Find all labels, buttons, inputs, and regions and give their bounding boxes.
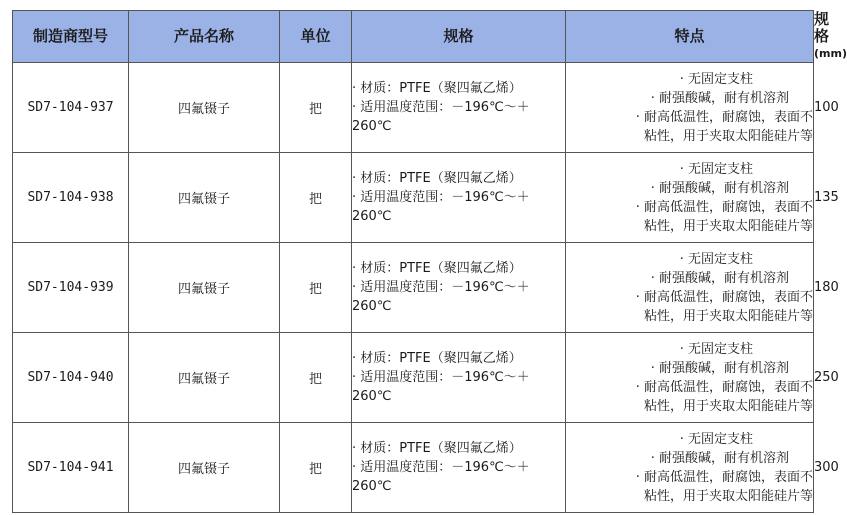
spec-line-temperature: · 适用温度范围：－196℃～＋ [352,370,530,385]
header-features: 特点 [566,11,814,63]
feature-line-1: · 无固定支柱 [679,161,753,177]
table-header-row: 制造商型号 产品名称 单位 规格 特点 规格 (mm) [13,11,814,63]
cell-spec [352,333,566,423]
feature-line-4: 粘性，用于夹取太阳能硅片等 [643,488,813,504]
spec-line-material: · 材质：PTFE（聚四氟乙烯） [352,81,522,96]
feature-line-2: · 耐强酸碱，耐有机溶剂 [650,360,789,376]
header-spec: 规格 [352,11,566,63]
cell-name: 四氟镊子 [129,423,280,513]
cell-unit: 把 [280,333,352,423]
spec-line-material: · 材质：PTFE（聚四氟乙烯） [352,351,522,366]
spec-line-temperature-cont: 260℃ [352,209,392,224]
feature-line-4: 粘性，用于夹取太阳能硅片等 [643,218,813,234]
feature-line-2: · 耐强酸碱，耐有机溶剂 [650,90,789,106]
spec-line-temperature: · 适用温度范围：－196℃～＋ [352,280,530,295]
cell-model: SD7-104-938 [13,153,129,243]
table-row: SD7-104-940 四氟镊子 把 · 材质：PTFE（聚四氟乙烯） · 适用温度范围：－196℃～＋ 260℃ · 无固定支柱 · 耐强酸碱，耐有机溶剂 · 耐高低温性，耐腐蚀，表面不 粘性，用于夹取太阳能硅片等 250 [13,333,814,423]
spec-line-temperature: · 适用温度范围：－196℃～＋ [352,460,530,475]
cell-name: 四氟镊子 [129,243,280,333]
header-model: 制造商型号 [13,11,129,63]
cell-features [566,153,814,243]
cell-spec [352,243,566,333]
table-row: SD7-104-941 四氟镊子 把 · 材质：PTFE（聚四氟乙烯） · 适用温度范围：－196℃～＋ 260℃ · 无固定支柱 · 耐强酸碱，耐有机溶剂 · 耐高低温性，耐腐蚀，表面不 粘性，用于夹取太阳能硅片等 300 [13,423,814,513]
cell-unit: 把 [280,423,352,513]
table-row: SD7-104-938 四氟镊子 把 · 材质：PTFE（聚四氟乙烯） · 适用温度范围：－196℃～＋ 260℃ · 无固定支柱 · 耐强酸碱，耐有机溶剂 · 耐高低温性，耐腐蚀，表面不 粘性，用于夹取太阳能硅片等 135 [13,153,814,243]
cell-name: 四氟镊子 [129,63,280,153]
feature-line-1: · 无固定支柱 [679,341,753,357]
feature-line-3: · 耐高低温性，耐腐蚀，表面不 [635,469,813,485]
cell-features [566,333,814,423]
spec-line-temperature: · 适用温度范围：－196℃～＋ [352,190,530,205]
header-name: 产品名称 [129,11,280,63]
feature-line-2: · 耐强酸碱，耐有机溶剂 [650,270,789,286]
feature-line-3: · 耐高低温性，耐腐蚀，表面不 [635,289,813,305]
feature-line-1: · 无固定支柱 [679,71,753,87]
cell-unit: 把 [280,153,352,243]
spec-line-temperature-cont: 260℃ [352,299,392,314]
feature-line-2: · 耐强酸碱，耐有机溶剂 [650,180,789,196]
cell-name: 四氟镊子 [129,153,280,243]
spec-line-material: · 材质：PTFE（聚四氟乙烯） [352,441,522,456]
product-spec-table [12,10,847,513]
cell-features [566,423,814,513]
cell-name: 四氟镊子 [129,333,280,423]
feature-line-1: · 无固定支柱 [679,251,753,267]
table-row: SD7-104-939 四氟镊子 把 · 材质：PTFE（聚四氟乙烯） · 适用温度范围：－196℃～＋ 260℃ · 无固定支柱 · 耐强酸碱，耐有机溶剂 · 耐高低温性，耐腐蚀，表面不 粘性，用于夹取太阳能硅片等 180 [13,243,814,333]
cell-model: SD7-104-940 [13,333,129,423]
cell-model: SD7-104-941 [13,423,129,513]
feature-line-3: · 耐高低温性，耐腐蚀，表面不 [635,379,813,395]
cell-unit: 把 [280,243,352,333]
cell-features [566,63,814,153]
feature-line-2: · 耐强酸碱，耐有机溶剂 [650,450,789,466]
feature-line-4: 粘性，用于夹取太阳能硅片等 [643,308,813,324]
feature-line-4: 粘性，用于夹取太阳能硅片等 [643,128,813,144]
table-row: SD7-104-937 四氟镊子 把 · 材质：PTFE（聚四氟乙烯） · 适用温度范围：－196℃～＋ 260℃ · 无固定支柱 · 耐强酸碱，耐有机溶剂 · 耐高低温性，耐腐蚀，表面不 粘性，用于夹取太阳能硅片等 100 [13,63,814,153]
spec-line-material: · 材质：PTFE（聚四氟乙烯） [352,261,522,276]
feature-line-3: · 耐高低温性，耐腐蚀，表面不 [635,109,813,125]
cell-model: SD7-104-937 [13,63,129,153]
cell-spec [352,153,566,243]
cell-spec [352,63,566,153]
spec-line-temperature-cont: 260℃ [352,389,392,404]
feature-line-1: · 无固定支柱 [679,431,753,447]
spec-line-temperature-cont: 260℃ [352,119,392,134]
spec-line-temperature-cont: 260℃ [352,479,392,494]
feature-line-4: 粘性，用于夹取太阳能硅片等 [643,398,813,414]
cell-unit: 把 [280,63,352,153]
cell-features [566,243,814,333]
cell-spec [352,423,566,513]
header-unit: 单位 [280,11,352,63]
spec-line-material: · 材质：PTFE（聚四氟乙烯） [352,171,522,186]
table-body [13,63,839,513]
feature-line-3: · 耐高低温性，耐腐蚀，表面不 [635,199,813,215]
spec-line-temperature: · 适用温度范围：－196℃～＋ [352,100,530,115]
cell-model: SD7-104-939 [13,243,129,333]
